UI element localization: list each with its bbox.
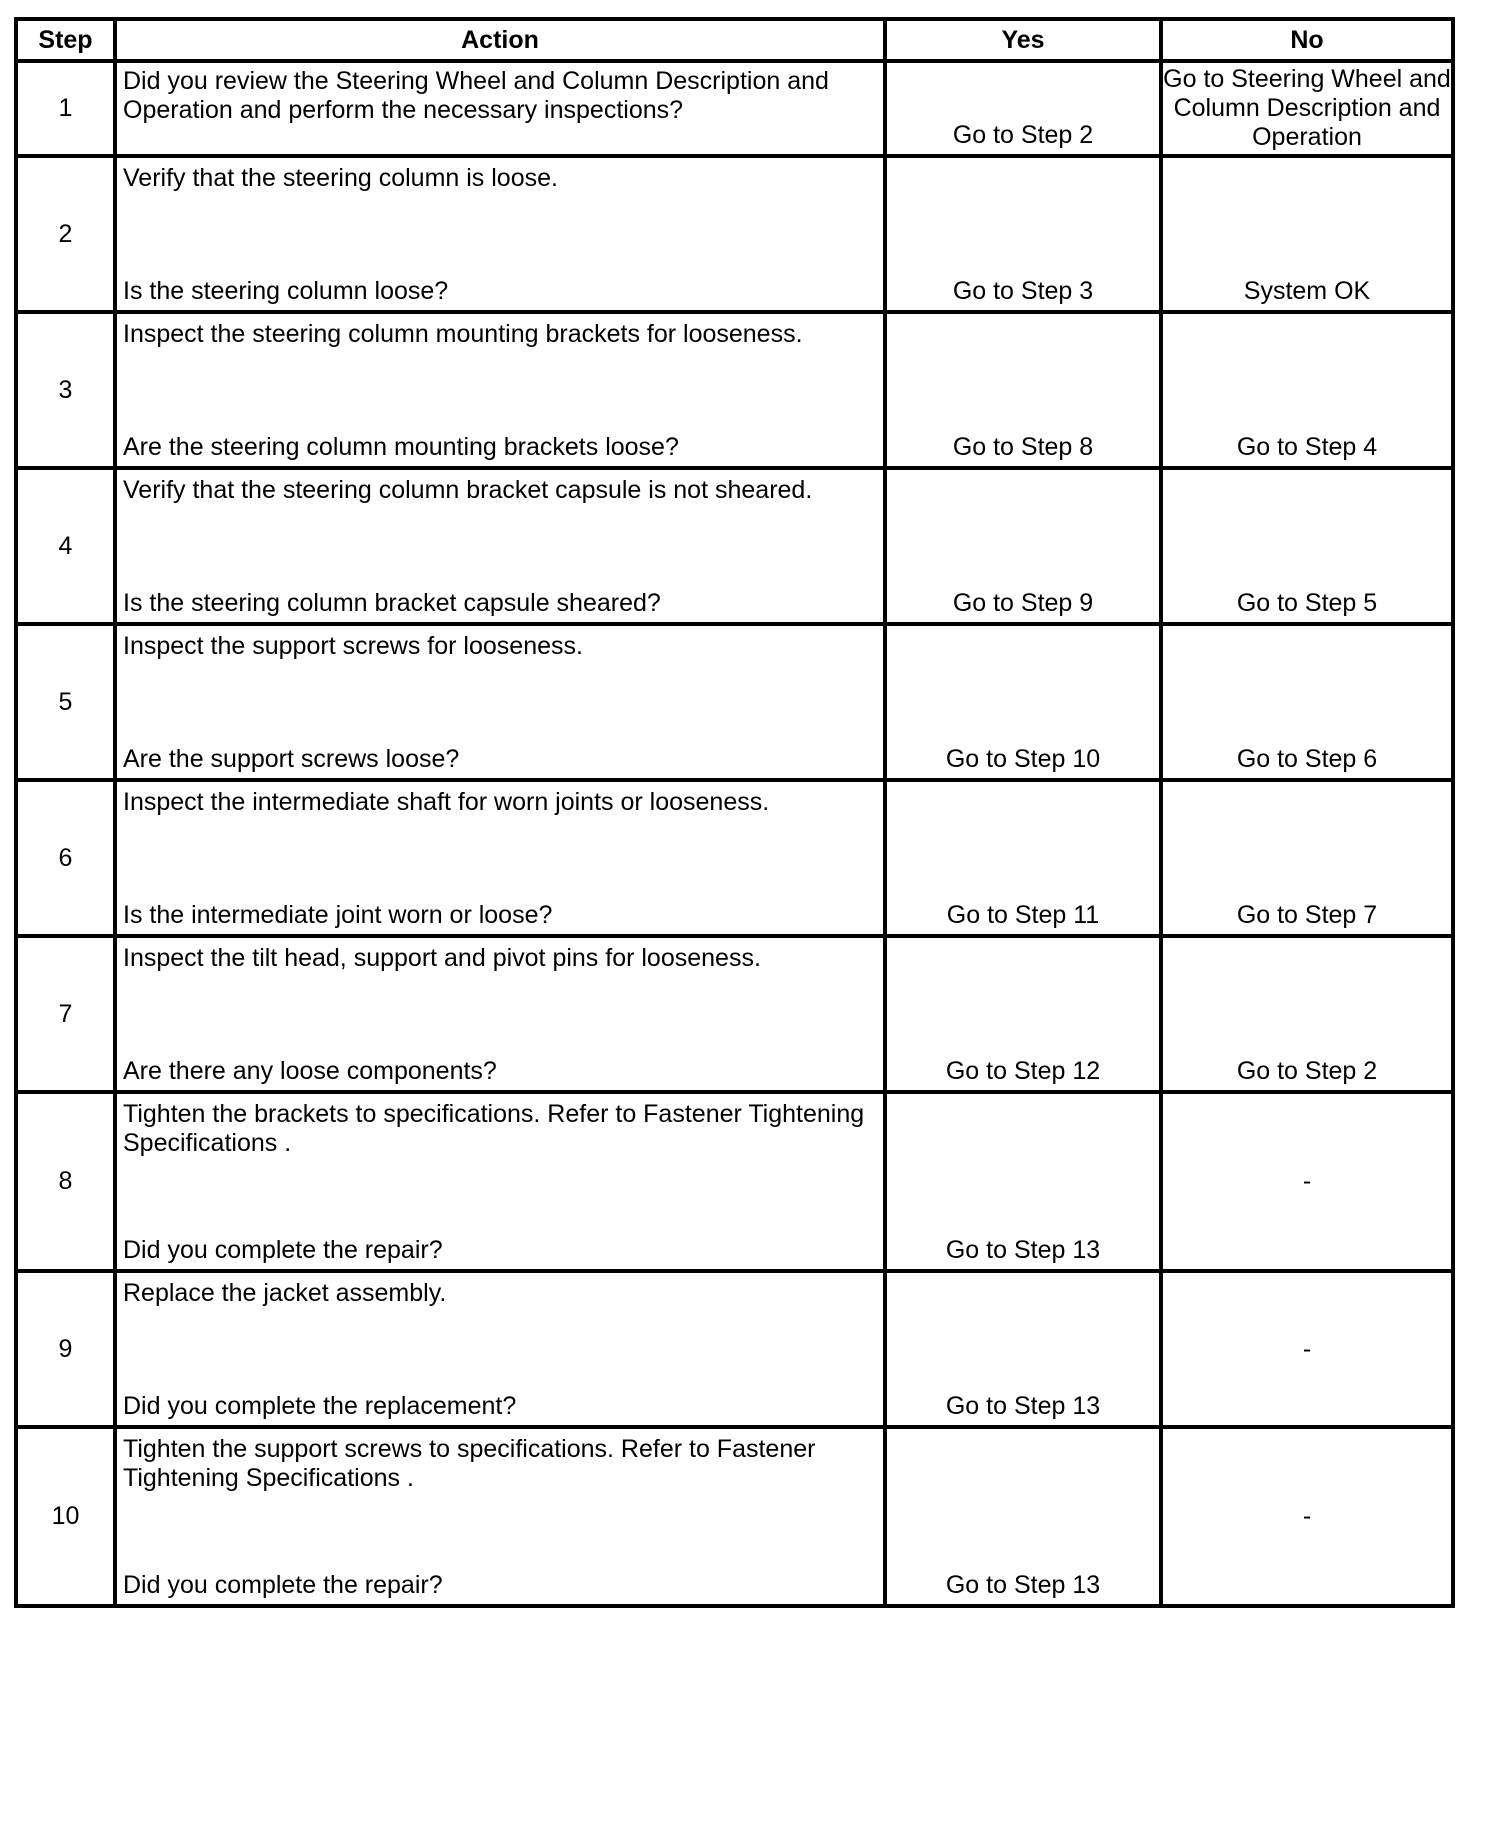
step-number: 9 bbox=[16, 1271, 115, 1427]
no-result: Go to Steering Wheel and Column Description and Operation bbox=[1161, 61, 1453, 156]
table-row bbox=[16, 1092, 1453, 1271]
table-row bbox=[16, 156, 1453, 312]
step-number: 2 bbox=[16, 156, 115, 312]
no-result: System OK bbox=[1161, 156, 1453, 312]
step-number: 8 bbox=[16, 1092, 115, 1271]
yes-result: Go to Step 12 bbox=[885, 936, 1161, 1092]
yes-result: Go to Step 11 bbox=[885, 780, 1161, 936]
table-row bbox=[16, 624, 1453, 780]
action-cell bbox=[115, 312, 885, 468]
action-instruction: Inspect the steering column mounting brackets for looseness. bbox=[123, 320, 803, 348]
no-result: Go to Step 5 bbox=[1161, 468, 1453, 624]
no-result: Go to Step 7 bbox=[1161, 780, 1453, 936]
action-question: Are the steering column mounting brackets loose? bbox=[123, 433, 679, 461]
action-question: Is the intermediate joint worn or loose? bbox=[123, 901, 553, 929]
action-cell bbox=[115, 156, 885, 312]
table-row bbox=[16, 1427, 1453, 1606]
no-result: Go to Step 4 bbox=[1161, 312, 1453, 468]
action-instruction: Verify that the steering column is loose. bbox=[123, 164, 558, 192]
action-cell bbox=[115, 1092, 885, 1271]
no-result: - bbox=[1161, 1271, 1453, 1427]
action-question: Did you complete the repair? bbox=[123, 1571, 443, 1599]
header-row bbox=[16, 19, 1453, 61]
action-instruction: Inspect the support screws for looseness. bbox=[123, 632, 583, 660]
action-question: Did you complete the replacement? bbox=[123, 1392, 517, 1420]
action-instruction: Replace the jacket assembly. bbox=[123, 1279, 447, 1307]
action-question: Are the support screws loose? bbox=[123, 745, 460, 773]
action-cell bbox=[115, 468, 885, 624]
action-instruction: Inspect the tilt head, support and pivot pins for looseness. bbox=[123, 944, 761, 972]
action-instruction: Inspect the intermediate shaft for worn joints or looseness. bbox=[123, 788, 770, 816]
step-number: 1 bbox=[16, 61, 115, 156]
header-action: Action bbox=[115, 19, 885, 61]
table-row bbox=[16, 936, 1453, 1092]
action-question: Is the steering column bracket capsule sheared? bbox=[123, 589, 661, 617]
action-instruction: Tighten the brackets to specifications. Refer to Fastener Tightening Specifications . bbox=[123, 1100, 865, 1157]
step-number: 5 bbox=[16, 624, 115, 780]
step-number: 4 bbox=[16, 468, 115, 624]
step-number: 7 bbox=[16, 936, 115, 1092]
table-row bbox=[16, 61, 1453, 156]
yes-result: Go to Step 13 bbox=[885, 1427, 1161, 1606]
table-row bbox=[16, 1271, 1453, 1427]
header-no: No bbox=[1161, 19, 1453, 61]
header-yes: Yes bbox=[885, 19, 1161, 61]
action-instruction: Verify that the steering column bracket capsule is not sheared. bbox=[123, 476, 813, 504]
action-question: Is the steering column loose? bbox=[123, 277, 449, 305]
action-cell bbox=[115, 1427, 885, 1606]
table-row bbox=[16, 780, 1453, 936]
no-result: - bbox=[1161, 1092, 1453, 1271]
table-row bbox=[16, 468, 1453, 624]
step-number: 6 bbox=[16, 780, 115, 936]
no-result: Go to Step 2 bbox=[1161, 936, 1453, 1092]
action-cell bbox=[115, 61, 885, 156]
action-cell bbox=[115, 936, 885, 1092]
action-instruction: Tighten the support screws to specifications. Refer to Fastener Tightening Specifications . bbox=[123, 1435, 816, 1492]
step-number: 3 bbox=[16, 312, 115, 468]
yes-result: Go to Step 3 bbox=[885, 156, 1161, 312]
diagnostic-table bbox=[14, 17, 1455, 1608]
step-number: 10 bbox=[16, 1427, 115, 1606]
action-question: Are there any loose components? bbox=[123, 1057, 497, 1085]
yes-result: Go to Step 13 bbox=[885, 1271, 1161, 1427]
action-cell bbox=[115, 1271, 885, 1427]
header-step: Step bbox=[16, 19, 115, 61]
action-question: Did you complete the repair? bbox=[123, 1236, 443, 1264]
no-result: - bbox=[1161, 1427, 1453, 1606]
yes-result: Go to Step 10 bbox=[885, 624, 1161, 780]
action-cell bbox=[115, 780, 885, 936]
action-instruction: Did you review the Steering Wheel and Column Description and Operation and perform the necessary inspections? bbox=[123, 67, 829, 124]
yes-result: Go to Step 9 bbox=[885, 468, 1161, 624]
yes-result: Go to Step 13 bbox=[885, 1092, 1161, 1271]
action-cell bbox=[115, 624, 885, 780]
yes-result: Go to Step 8 bbox=[885, 312, 1161, 468]
yes-result: Go to Step 2 bbox=[885, 61, 1161, 156]
no-result: Go to Step 6 bbox=[1161, 624, 1453, 780]
table-row bbox=[16, 312, 1453, 468]
